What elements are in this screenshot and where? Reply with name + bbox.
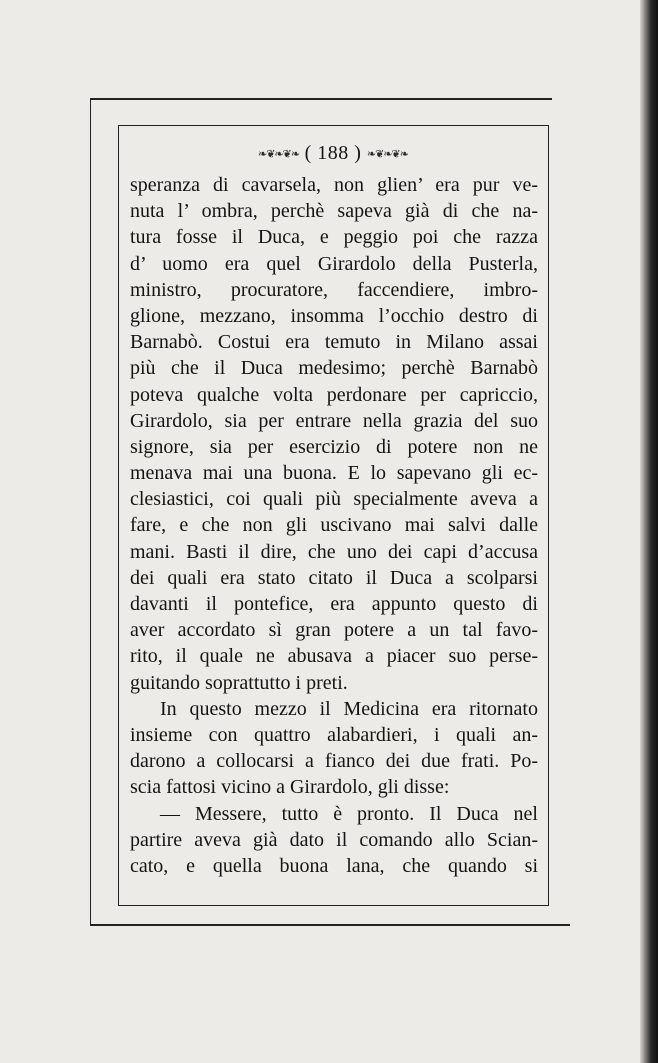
- text-line: nuta l’ ombra, perchè sapeva già di che na-: [130, 200, 538, 223]
- text-line: clesiastici, coi quali più specialmente aveva a: [130, 488, 538, 511]
- text-line: darono a collocarsi a fianco dei due frati. Po-: [130, 750, 538, 773]
- text-line: mani. Basti il dire, che uno dei capi d’accusa: [130, 540, 538, 563]
- text-line: scia fattosi vicino a Girardolo, gli disse:: [130, 776, 450, 799]
- text-line: più che il Duca medesimo; perchè Barnabò: [130, 357, 538, 380]
- text-line: rito, il quale ne abusava a piacer suo perse-: [130, 645, 538, 668]
- text-line: In questo mezzo il Medicina era ritornato: [160, 697, 538, 720]
- inner-frame-left-rule: [118, 125, 119, 905]
- body-text: [130, 172, 538, 879]
- inner-frame-right-rule: [548, 125, 549, 905]
- outer-frame-bottom-rule: [90, 924, 570, 926]
- text-line: — Messere, tutto è pronto. Il Duca nel: [160, 802, 538, 825]
- text-line: menava mai una buona. E lo sapevano gli ec-: [130, 462, 538, 485]
- text-line: speranza di cavarsela, non glien’ era pur ve-: [130, 174, 538, 196]
- page-header: [118, 140, 548, 167]
- text-line: signore, sia per esercizio di potere non ne: [130, 435, 538, 458]
- text-line: fare, e che non gli uscivano mai salvi dalle: [130, 514, 538, 537]
- text-line: poteva qualche volta perdonare per capriccio,: [130, 383, 538, 406]
- outer-frame-top-rule: [90, 98, 552, 100]
- text-line: Girardolo, sia per entrare nella grazia del suo: [130, 409, 538, 432]
- ornament-right-icon: ❧❦❧❦❧: [366, 148, 408, 161]
- text-line: tura fosse il Duca, e peggio poi che razza: [130, 226, 538, 249]
- ornament-left-icon: ❧❦❧❦❧: [257, 148, 300, 161]
- text-line: ministro, procuratore, faccendiere, imbro-: [130, 278, 538, 301]
- text-line: guitando soprattutto i preti.: [130, 671, 348, 694]
- book-edge-shadow: [640, 0, 658, 1063]
- text-line: cato, e quella buona lana, che quando si: [130, 854, 538, 877]
- text-line: insieme con quattro alabardieri, i quali an-: [130, 723, 538, 746]
- inner-frame-top-rule: [118, 125, 548, 126]
- inner-frame-bottom-rule: [118, 905, 549, 906]
- text-line: Barnabò. Costui era temuto in Milano assai: [130, 331, 538, 354]
- text-line: dei quali era stato citato il Duca a scolparsi: [130, 566, 538, 589]
- outer-frame-left-rule: [90, 98, 91, 924]
- page-number: ( 188 ): [304, 142, 362, 164]
- text-line: aver accordato sì gran potere a un tal favo-: [130, 619, 538, 642]
- text-line: glione, mezzano, insomma l’occhio destro di: [130, 304, 538, 327]
- text-line: d’ uomo era quel Girardolo della Pusterla,: [130, 252, 538, 275]
- text-line: partire aveva già dato il comando allo Scian-: [130, 828, 538, 851]
- text-line: davanti il pontefice, era appunto questo di: [130, 593, 538, 615]
